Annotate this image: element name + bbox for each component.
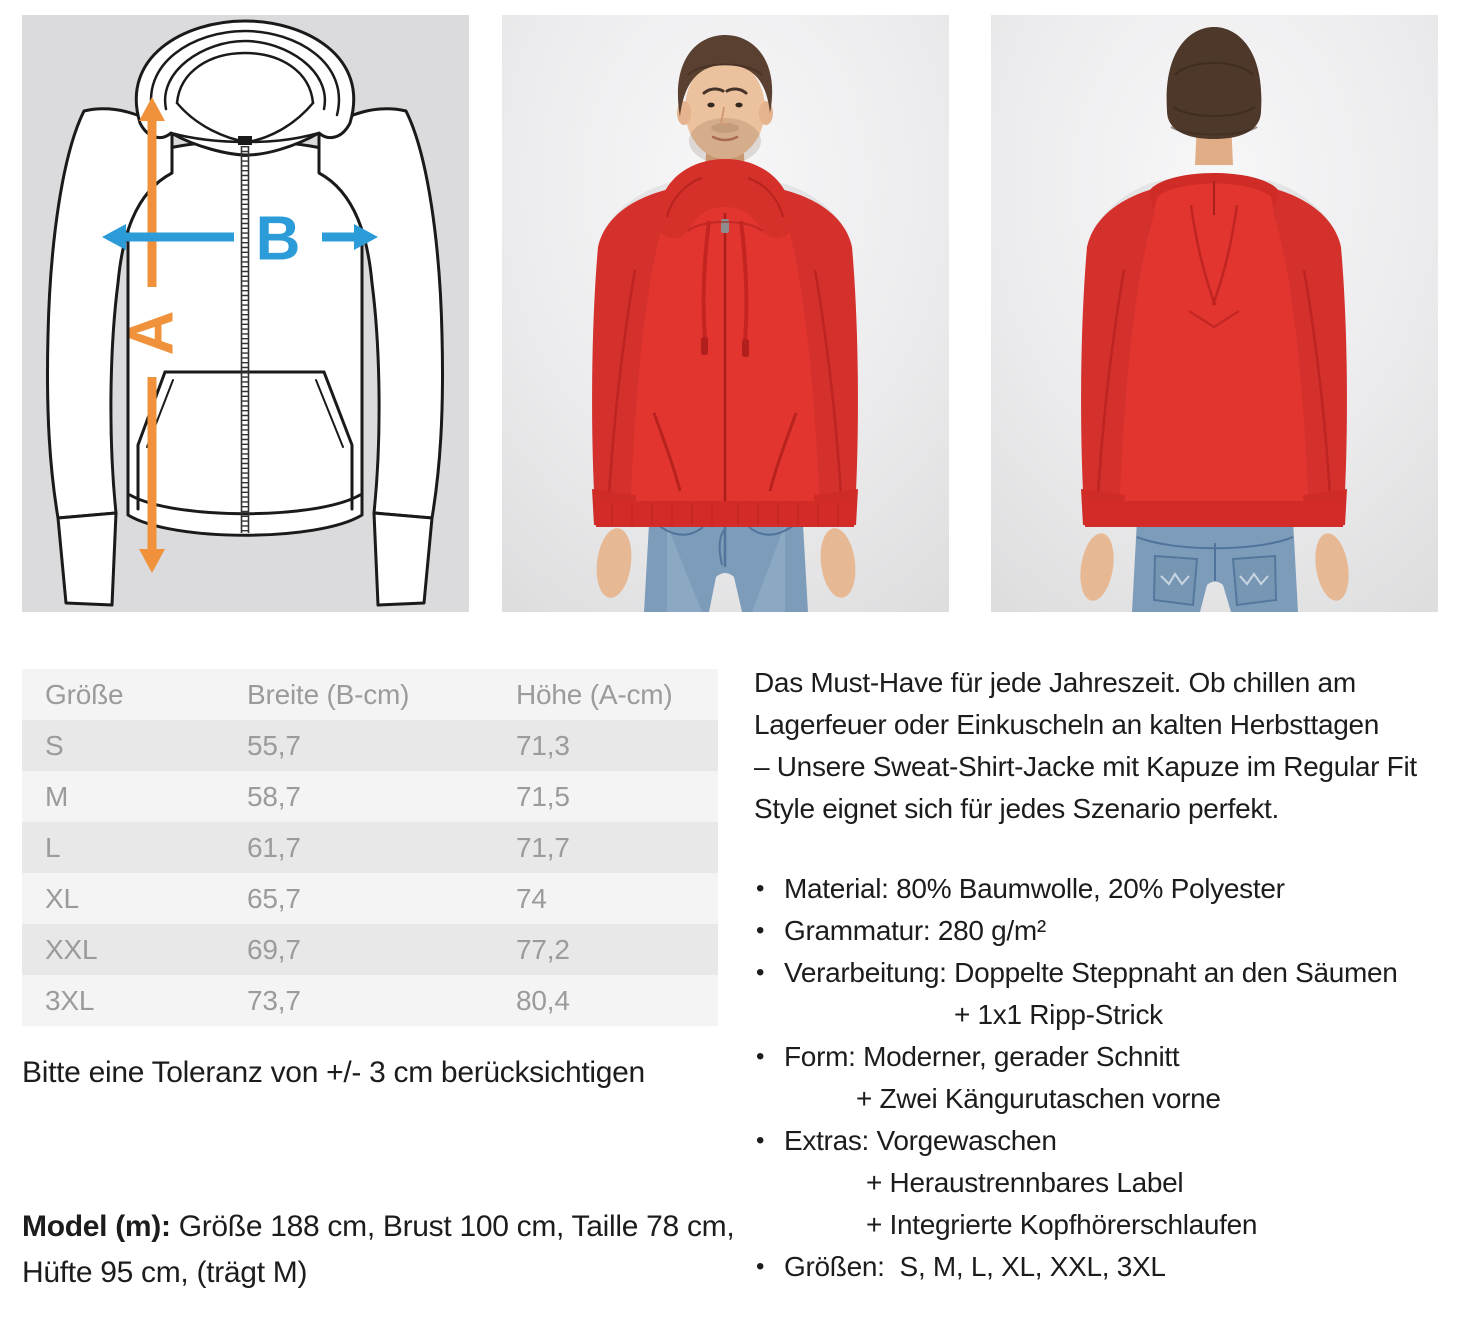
cell-width: 73,7 <box>247 984 301 1016</box>
model-info-label: Model (m): <box>22 1210 171 1243</box>
bullet-icon: • <box>756 1127 765 1154</box>
model-info-line2: Hüfte 95 cm, (trägt M) <box>22 1256 308 1289</box>
col-header-height: Höhe (A-cm) <box>516 678 673 710</box>
cell-width: 58,7 <box>247 780 301 812</box>
measure-label-b: B <box>255 204 301 274</box>
cell-size: XXL <box>45 933 98 965</box>
cell-width: 65,7 <box>247 882 301 914</box>
table-row <box>22 720 718 771</box>
intro-paragraph <box>754 662 1458 830</box>
model-info-line1 <box>22 1210 734 1243</box>
cell-height: 77,2 <box>516 933 570 965</box>
feature-item-continuation: + Heraustrennbares Label <box>866 1167 1184 1198</box>
back-photo-panel <box>991 15 1438 612</box>
bullet-icon: • <box>756 1043 765 1070</box>
cell-size: XL <box>45 882 79 914</box>
front-photo-panel <box>502 15 949 612</box>
cell-width: 69,7 <box>247 933 301 965</box>
cell-size: S <box>45 729 64 761</box>
bullet-icon: • <box>756 875 765 902</box>
table-row <box>22 924 718 975</box>
cell-height: 71,3 <box>516 729 570 761</box>
cell-height: 80,4 <box>516 984 570 1016</box>
feature-item-verarbeitung: • Verarbeitung: Doppelte Steppnaht an den Säumen <box>754 952 1458 994</box>
table-row <box>22 975 718 1026</box>
feature-item-continuation: + 1x1 Ripp-Strick <box>954 999 1163 1030</box>
intro-line: Lagerfeuer oder Einkuscheln an kalten Herbsttagen <box>754 709 1380 740</box>
cell-height: 71,5 <box>516 780 570 812</box>
hoodie-line-drawing <box>47 21 442 605</box>
model-info <box>22 1204 742 1296</box>
model-front-photo <box>502 15 949 612</box>
table-row <box>22 873 718 924</box>
cell-size: L <box>45 831 61 863</box>
cell-size: 3XL <box>45 984 95 1016</box>
intro-line: Style eignet sich für jedes Szenario perfekt. <box>754 793 1280 824</box>
description <box>754 662 1458 1288</box>
bullet-icon: • <box>756 959 765 986</box>
table-row <box>22 822 718 873</box>
tolerance-note: Bitte eine Toleranz von +/- 3 cm berücksichtigen <box>22 1056 645 1089</box>
feature-item-material: • Material: 80% Baumwolle, 20% Polyester <box>754 868 1458 910</box>
cell-height: 74 <box>516 882 547 914</box>
intro-line: Das Must-Have für jede Jahreszeit. Ob chillen am <box>754 667 1356 698</box>
col-header-width: Breite (B-cm) <box>247 678 410 710</box>
col-header-size: Größe <box>45 678 124 710</box>
cell-width: 61,7 <box>247 831 301 863</box>
model-info-measurements: Größe 188 cm, Brust 100 cm, Taille 78 cm, <box>170 1210 735 1243</box>
bullet-icon: • <box>756 917 765 944</box>
feature-item-grammatur: • Grammatur: 280 g/m² <box>754 910 1458 952</box>
feature-item-continuation: + Zwei Kängurutaschen vorne <box>856 1083 1221 1114</box>
cell-height: 71,7 <box>516 831 570 863</box>
model-back-photo <box>991 15 1438 612</box>
feature-list <box>754 868 1458 1288</box>
feature-item-groessen: • Größen: S, M, L, XL, XXL, 3XL <box>754 1246 1458 1288</box>
feature-item-form: • Form: Moderner, gerader Schnitt <box>754 1036 1458 1078</box>
size-diagram-panel <box>22 15 469 612</box>
hoodie-measurement-diagram <box>22 15 469 612</box>
feature-item-continuation: + Integrierte Kopfhörerschlaufen <box>866 1209 1258 1240</box>
size-table-header <box>22 669 718 720</box>
feature-item-extras: • Extras: Vorgewaschen <box>754 1120 1458 1162</box>
hoodie-front <box>592 181 858 527</box>
size-table <box>22 669 718 1026</box>
intro-line: – Unsere Sweat-Shirt-Jacke mit Kapuze im Regular Fit <box>754 751 1417 782</box>
bullet-icon: • <box>756 1253 765 1280</box>
cell-size: M <box>45 780 69 812</box>
measure-label-a: A <box>117 310 187 356</box>
cell-width: 55,7 <box>247 729 301 761</box>
table-row <box>22 771 718 822</box>
